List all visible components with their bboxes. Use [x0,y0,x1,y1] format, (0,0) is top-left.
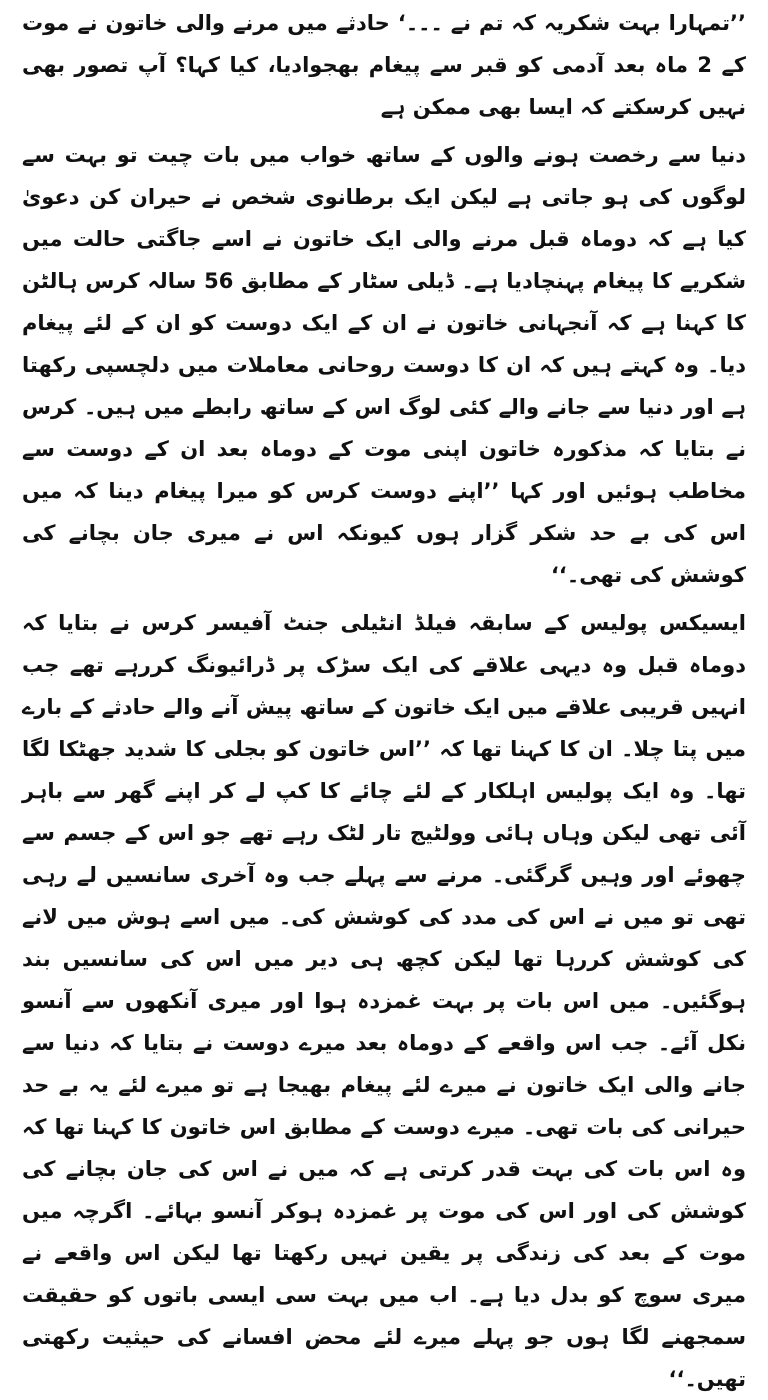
article-paragraph: دنیا سے رخصت ہونے والوں کے ساتھ خواب میں بات چیت تو بہت سے لوگوں کی ہو جاتی ہے لیکن ایک برطانوی شخص نے حیران کن دعویٰ کیا ہے کہ دوماہ قبل مرنے والی ایک خاتون نے اسے جاگتی حالت میں شکریے کا پیغام پہنچادیا ہے۔ ڈیلی سٹار کے مطابق 56 سالہ کرس ہالٹن کا کہنا ہے کہ آنجہانی خاتون نے ان کے ایک دوست کو ان کے لئے پیغام دیا۔ وہ کہتے ہیں کہ ان کا دوست روحانی معاملات میں دلچسپی رکھتا ہے اور دنیا سے جانے والے کئی لوگ اس کے ساتھ رابطے میں ہیں۔ کرس نے بتایا کہ مذکورہ خاتون اپنی موت کے دوماہ بعد ان کے دوست سے مخاطب ہوئیں اور کہا ’’اپنے دوست کرس کو میرا پیغام دینا کہ میں اس کی بے حد شکر گزار ہوں کیونکہ اس نے میری جان بچانے کی کوشش کی تھی۔‘‘ [22,143,746,587]
article-paragraph-headline: ’’تمہارا بہت شکریہ کہ تم نے ۔۔۔‘ حادثے میں مرنے والی خاتون نے موت کے 2 ماہ بعد آدمی کو قبر سے پیغام بھجوادیا، کیا کہا؟ آپ تصور بھی نہیں کرسکتے کہ ایسا بھی ممکن ہے [22,11,746,119]
article-paragraph: ایسیکس پولیس کے سابقہ فیلڈ انٹیلی جنٹ آفیسر کرس نے بتایا کہ دوماہ قبل وہ دیہی علاقے کی ایک سڑک پر ڈرائیونگ کررہے تھے جب انہیں قریبی علاقے میں ایک خاتون کے ساتھ پیش آنے والے حادثے کے بارے میں پتا چلا۔ ان کا کہنا تھا کہ ’’اس خاتون کو بجلی کا شدید جھٹکا لگا تھا۔ وہ ایک پولیس اہلکار کے لئے چائے کا کپ لے کر اپنے گھر سے باہر آئی تھی لیکن وہاں ہائی وولٹیج تار لٹک رہے تھے جو اس کے جسم سے چھوئے اور وہیں گرگئی۔ مرنے سے پہلے جب وہ آخری سانسیں لے رہی تھی تو میں نے اس کی مدد کی کوشش کی۔ میں اسے ہوش میں لانے کی کوشش کررہا تھا لیکن کچھ ہی دیر میں اس کی سانسیں بند ہوگئیں۔ میں اس بات پر بہت غمزدہ ہوا اور میری آنکھوں سے آنسو نکل آئے۔ جب اس واقعے کے دوماہ بعد میرے دوست نے بتایا کہ دنیا سے جانے والی ایک خاتون نے میرے لئے پیغام بھیجا ہے تو میرے لئے یہ بے حد حیرانی کی بات تھی۔ میرے دوست کے مطابق اس خاتون کا کہنا تھا کہ وہ اس بات کی بہت قدر کرتی ہے کہ میں نے اس کی جان بچانے کی کوشش کی اور اس کی موت پر غمزدہ ہوکر آنسو بہائے۔ اگرچہ میں موت کے بعد کی زندگی پر یقین نہیں رکھتا تھا لیکن اس واقعے نے میری سوچ کو بدل دیا ہے۔ اب میں بہت سی ایسی باتوں کو حقیقت سمجھنے لگا ہوں جو پہلے میرے لئے محض افسانے کی حیثیت رکھتی تھیں۔‘‘ [22,611,746,1391]
